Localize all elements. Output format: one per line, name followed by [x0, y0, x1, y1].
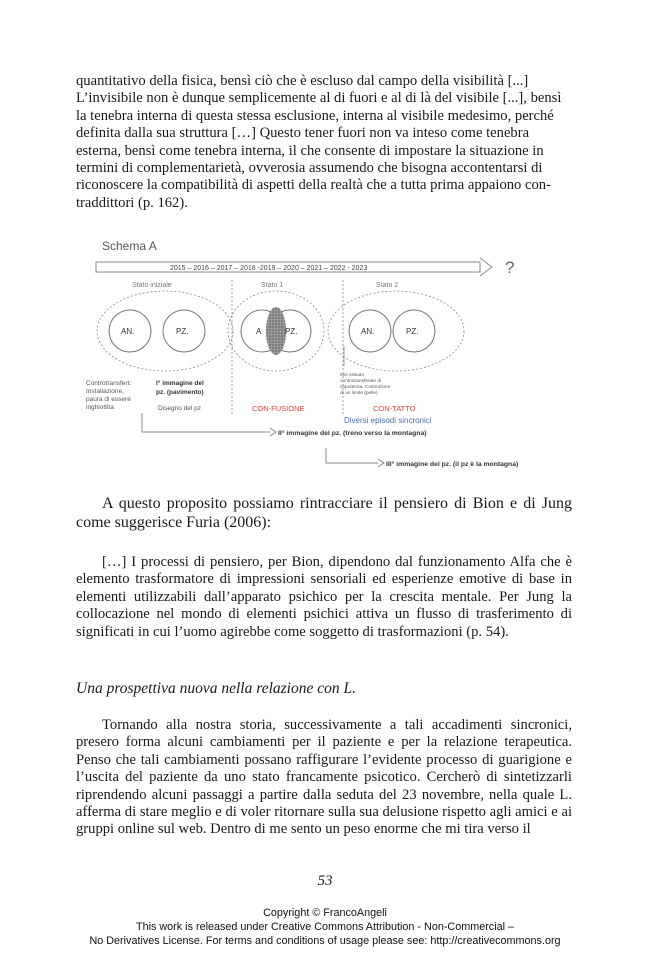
an-label: AN. — [121, 327, 135, 336]
state-initial-ellipse — [97, 291, 233, 371]
footer-license-line-1: This work is released under Creative Commons Attribution - Non-Commercial – — [135, 921, 515, 933]
body-paragraph — [76, 717, 572, 839]
second-image-arrowhead — [270, 428, 276, 436]
quote-line: traddittori (p. 162). — [76, 194, 188, 211]
merged-a-label: A — [256, 327, 262, 336]
quote-line: definita dalla sua struttura […] Questo tener fuori non va inteso come tenebra — [76, 125, 530, 142]
state-1-label: Stato 1 — [261, 282, 284, 289]
confusion-label: CON-FUSIONE — [252, 404, 305, 413]
timeline-years: 2015 – 2016 – 2017 – 2018 -2019 – 2020 – 2021 – 2022 - 2023 — [170, 265, 368, 272]
question-mark: ? — [505, 258, 515, 277]
quote-line: la tenebra interna di questa stessa esclusione, interna al visibile medesimo, perché — [76, 107, 554, 124]
second-image-note: II° immagine del pz. (treno verso la montagna) — [278, 430, 427, 437]
pz-label: PZ. — [176, 327, 189, 336]
third-image-note: III° immagine del pz. (il pz è la montagna) — [386, 461, 519, 468]
state-2-ellipse — [328, 291, 464, 371]
quote-line: quantitativo della fisica, bensì ciò che è escluso dal campo della visibilità [...] — [76, 73, 529, 89]
schema-title: Schema A — [102, 239, 157, 253]
first-image-note: I° immagine del pz. (pavimento) — [156, 380, 204, 396]
left-note: Controtransfert: Installazione, paura di essere inghiottita — [86, 380, 132, 411]
overlap-zone — [266, 307, 286, 355]
quote-line: termini di complementarietà, ovverosia assumendo che bisogna accontentarsi di — [76, 160, 543, 177]
body-text: Tornando alla nostra storia, successivamente a tali accadimenti sincronici, presero forma alcuni cambiamenti per il paziente e per la relazione terapeutica. Penso che tali cambiamenti possano raffigurare l’evidente processo di guarigione e l’uscita del paziente da uno stato francamente psicotico. Cercherò di sintetizzarli riprendendo alcuni passaggi a partire dalla seduta del 23 novembre, nella quale L. afferma di stare meglio e di voler ritornare sulla sua delusione rispetto agli amici e ai gruppi online sul web. Dentro di me sento un peso enorme che mi tira verso il — [76, 717, 572, 838]
section-heading: Una prospettiva nuova nella relazione con L. — [76, 680, 356, 697]
state-2-label: Stato 2 — [376, 282, 399, 289]
quote-line: esterna, bensì come tenebra interna, il che consente di impostare la situazione in — [76, 142, 544, 159]
footer-license-line-2: No Derivatives License. For terms and conditions of usage please see: http://creativecommons.org — [89, 935, 561, 947]
mid-note: Mio vissuto controtransferale di impotenza. Costruzione di un limite (pelle) — [340, 373, 391, 396]
third-image-arrow — [326, 448, 378, 463]
pz-label-2: PZ. — [406, 327, 419, 336]
quote-line: L’invisibile non è dunque semplicemente al di fuori e al di là del visibile [...], bensì — [76, 90, 562, 107]
quote-line: riconoscere la compatibilità di aspetti della realtà che a tutta prima appaiono con- — [76, 177, 551, 194]
state-initial-label: Stato iniziale — [132, 282, 172, 289]
schema-a-diagram — [80, 236, 560, 476]
drawing-label: Disegno del pz — [158, 405, 201, 412]
block-quote-bion-jung — [76, 554, 572, 641]
second-image-arrow — [142, 413, 270, 432]
an-label-2: AN. — [361, 327, 375, 336]
page-number: 53 — [317, 873, 333, 889]
intro-paragraph — [76, 494, 572, 532]
merged-pz-label: PZ. — [285, 327, 298, 336]
quote2-text: […] I processi di pensiero, per Bion, dipendono dal funzionamento Alfa che è elemento trasformatore di impressioni sensoriali ed esperienze emotive di base in elementi utilizzabili dall’apparato psichico per la crescita mentale. Per Jung la collocazione nel mondo di elementi psichici attiva un flusso di trasferimento di significati in cui l’uomo agirebbe come soggetto di trasformazioni (p. 54). — [76, 554, 572, 640]
intro-text: A questo proposito possiamo rintracciare il pensiero di Bion e di Jung come suggerisce Furia (2006): — [76, 495, 572, 531]
block-quote-top — [76, 73, 572, 212]
sync-episodes-label: Diversi episodi sincronici — [344, 416, 432, 425]
contact-label: CON-TATTO — [373, 404, 416, 413]
footer-copyright: Copyright © FrancoAngeli — [263, 907, 387, 919]
third-image-arrowhead — [378, 459, 384, 467]
